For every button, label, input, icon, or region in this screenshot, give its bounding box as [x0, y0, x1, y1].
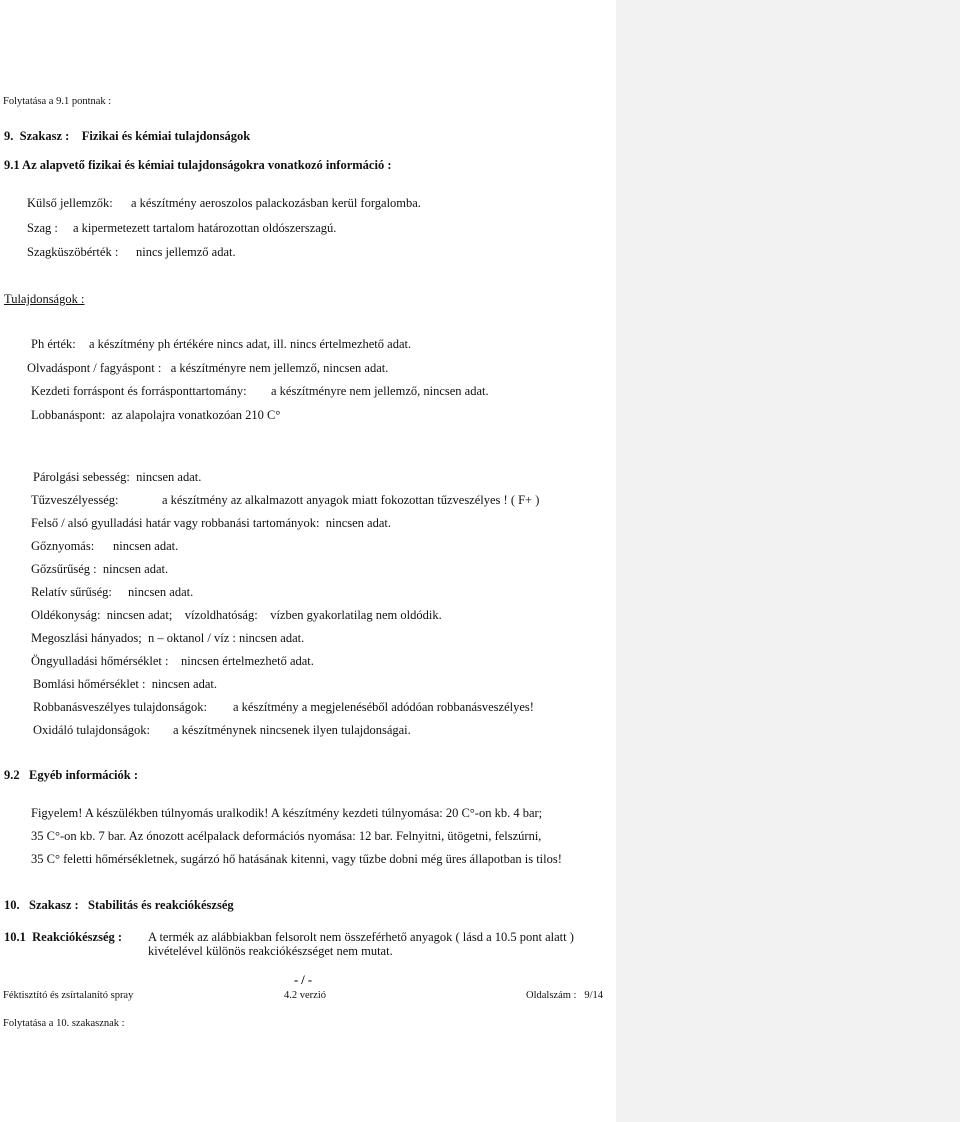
explosion-limits-value: nincsen adat. [325, 516, 391, 530]
ph-label: Ph érték: [31, 337, 76, 351]
flash-point-label: Lobbanáspont: [31, 408, 106, 422]
relative-density-value: nincsen adat. [128, 585, 194, 599]
autoignition-label: Öngyulladási hőmérséklet : [31, 654, 169, 668]
explosion-limits-label: Felső / alsó gyulladási határ vagy robbanási tartományok: [31, 516, 320, 530]
melting-point-row [27, 360, 388, 376]
explosion-limits-row [31, 515, 391, 531]
autoignition-value: nincsen értelmezhető adat. [180, 654, 314, 668]
reactivity-text: kivételével különös reakciókészséget nem mutat. [148, 944, 393, 958]
ph-value: a készítmény ph értékére nincs adat, ill. nincs értelmezhető adat. [89, 337, 412, 351]
section-number: 9. [4, 129, 14, 143]
subsection-title: Egyéb információk : [29, 768, 139, 782]
melting-point-label: Olvadáspont / fagyáspont : [27, 361, 162, 375]
explosive-properties-value: a készítmény a megjelenéséből adódóan robbanásveszélyes! [233, 700, 534, 714]
flammability-value: a készítmény az alkalmazott anyagok miatt fokozottan tűzveszélyes ! ( F+ ) [162, 493, 540, 507]
flash-point-row [31, 407, 280, 423]
relative-density-label: Relatív sűrűség: [31, 585, 112, 599]
water-solubility-label: vízoldhatóság: [184, 608, 258, 622]
evaporation-label: Párolgási sebesség: [33, 470, 130, 484]
solubility-row [31, 607, 442, 623]
evaporation-value: nincsen adat. [136, 470, 202, 484]
footer-page-number [526, 988, 603, 1004]
continued-to-note: Folytatása a 10. szakasznak : [3, 1018, 125, 1029]
vapour-pressure-value: nincsen adat. [113, 539, 179, 553]
evaporation-row [33, 469, 201, 485]
subsection-9-1-heading: 9.1 Az alapvető fizikai és kémiai tulajdonságokra vonatkozó információ : [4, 158, 392, 172]
other-info-line: 35 C°-on kb. 7 bar. Az ónozott acélpalack deformációs nyomása: 12 bar. Felnyitni, ütögetni, felszúrni, [31, 829, 542, 843]
solubility-label: Oldékonyság: [31, 608, 101, 622]
decomposition-value: nincsen adat. [151, 677, 217, 691]
page-number-label: Oldalszám : [526, 990, 577, 1001]
section-number: 10. [4, 898, 20, 912]
footer-version: 4.2 verzió [284, 990, 326, 1001]
subsection-10-1-heading [4, 929, 122, 945]
vapour-pressure-label: Gőznyomás: [31, 539, 95, 553]
continued-from-note: Folytatása a 9.1 pontnak : [3, 96, 112, 107]
vapour-density-label: Gőzsűrűség : [31, 562, 97, 576]
boiling-point-label: Kezdeti forráspont és forrásponttartomány: [31, 384, 247, 398]
other-info-line: Figyelem! A készülékben túlnyomás uralkodik! A készítmény kezdeti túlnyomása: 20 C°-on kb. 4 bar; [31, 806, 543, 820]
oxidising-properties-label: Oxidáló tulajdonságok: [33, 723, 150, 737]
decomposition-row [33, 676, 217, 692]
partition-value: n – oktanol / víz : nincsen adat. [148, 631, 305, 645]
appearance-label: Külső jellemzők: [27, 196, 113, 210]
reactivity-text: A termék az alábbiakban felsorolt nem összeférhető anyagok ( lásd a 10.5 pont alatt ) [148, 930, 574, 944]
subsection-9-2-heading [4, 767, 138, 783]
section-title: Stabilitás és reakciókészség [88, 898, 234, 912]
other-info-line: 35 C° feletti hőmérsékletnek, sugárzó hő hatásának kitenni, vagy tűzbe dobni még üres állapotban is tilos! [31, 852, 562, 866]
section-10-heading [4, 897, 234, 913]
properties-heading: Tulajdonságok : [4, 292, 85, 306]
odor-threshold-label: Szagküszöbérték : [27, 245, 119, 259]
partition-label: Megoszlási hányados; [31, 631, 142, 645]
subsection-number: 9.2 [4, 768, 20, 782]
vapour-density-row [31, 561, 168, 577]
odor-threshold-value: nincs jellemző adat. [136, 245, 236, 259]
partition-row [31, 630, 304, 646]
explosive-properties-label: Robbanásveszélyes tulajdonságok: [33, 700, 207, 714]
oxidising-properties-value: a készítménynek nincsenek ilyen tulajdonságai. [173, 723, 411, 737]
footer-product-name: Féktisztító és zsírtalanító spray [3, 990, 134, 1001]
vapour-density-value: nincsen adat. [102, 562, 169, 576]
flammability-label: Tűzveszélyesség: [31, 493, 119, 507]
page-number-value: 9/14 [584, 990, 603, 1001]
section-title: Fizikai és kémiai tulajdonságok [81, 129, 251, 143]
boiling-point-value: a készítményre nem jellemző, nincsen adat. [271, 384, 489, 398]
odor-value: a kipermetezett tartalom határozottan oldószerszagú. [73, 221, 337, 235]
section-9-heading [4, 128, 250, 144]
subsection-title: Reakciókészség : [32, 930, 123, 944]
autoignition-row [31, 653, 314, 669]
section-prefix: Szakasz : [19, 129, 70, 143]
appearance-value: a készítmény aeroszolos palackozásban kerül forgalomba. [131, 196, 421, 210]
page-marker: - / - [294, 973, 313, 987]
melting-point-value: a készítményre nem jellemző, nincsen adat. [170, 361, 389, 375]
solubility-value: nincsen adat; [106, 608, 173, 622]
section-prefix: Szakasz : [29, 898, 79, 912]
water-solubility-value: vízben gyakorlatilag nem oldódik. [270, 608, 442, 622]
flash-point-value: az alapolajra vonatkozóan 210 C° [111, 408, 281, 422]
decomposition-label: Bomlási hőmérséklet : [33, 677, 146, 691]
right-margin-panel [616, 0, 960, 1122]
odor-label: Szag : [27, 221, 58, 235]
subsection-number: 10.1 [4, 930, 26, 944]
